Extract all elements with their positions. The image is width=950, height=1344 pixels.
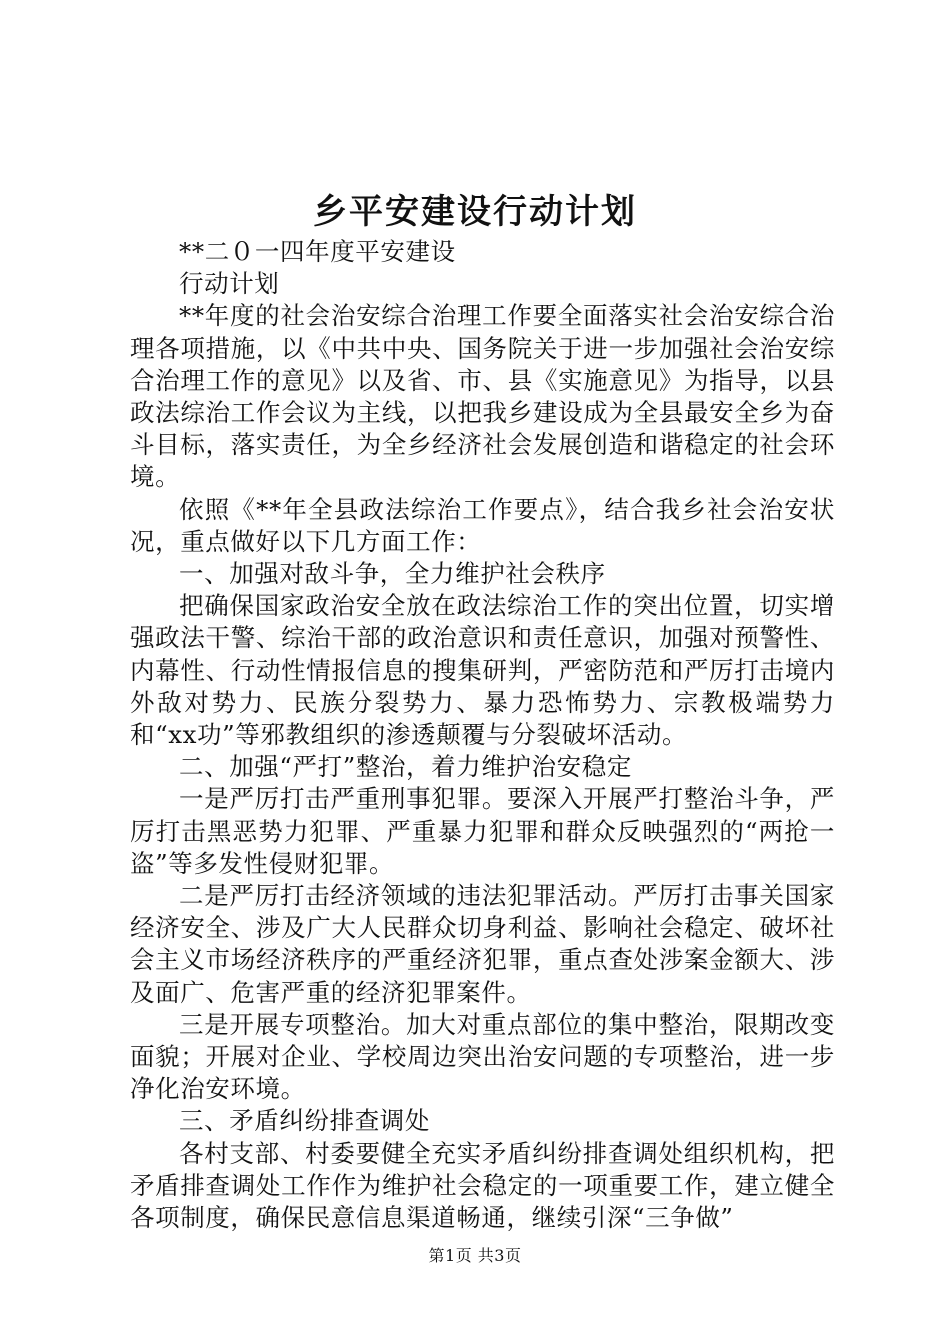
paragraph: 各村支部、村委要健全充实矛盾纠纷排查调处组织机构，把矛盾排查调处工作作为维护社会稳定的一项重要工作，建立健全各项制度，确保民意信息渠道畅通，继续引深“三争做” xyxy=(130,1138,835,1233)
paragraph: 把确保国家政治安全放在政法综治工作的突出位置，切实增强政法干警、综治干部的政治意识和责任意识，加强对预警性、内幕性、行动性情报信息的搜集研判，严密防范和严厉打击境内外敌对势力、民族分裂势力、暴力恐怖势力、宗教极端势力和“xx功”等邪教组织的渗透颠覆与分裂破坏活动。 xyxy=(130,591,835,750)
document-title: 乡平安建设行动计划 xyxy=(313,192,637,232)
paragraph: **年度的社会治安综合治理工作要全面落实社会治安综合治理各项措施，以《中共中央、国务院关于进一步加强社会治安综合治理工作的意见》以及省、市、县《实施意见》为指导，以县政法综治工作会议为主线，以把我乡建设成为全县最安全乡为奋斗目标，落实责任，为全乡经济社会发展创造和谐稳定的社会环境。 xyxy=(130,301,835,492)
paragraph: 三是开展专项整治。加大对重点部位的集中整治，限期改变面貌；开展对企业、学校周边突出治安问题的专项整治，进一步净化治安环境。 xyxy=(130,1009,835,1104)
page-number: 第1页 共3页 xyxy=(428,1246,522,1265)
paragraph: 二是严厉打击经济领域的违法犯罪活动。严厉打击事关国家经济安全、涉及广大人民群众切身利益、影响社会稳定、破坏社会主义市场经济秩序的严重经济犯罪，重点查处涉案金额大、涉及面广、危害严重的经济犯罪案件。 xyxy=(130,881,835,1007)
section-heading: 二、加强“严打”整治，着力维护治安稳定 xyxy=(179,752,632,782)
document-body xyxy=(130,236,835,1234)
section-heading: 一、加强对敌斗争，全力维护社会秩序 xyxy=(179,559,606,589)
paragraph: 依照《**年全县政法综治工作要点》，结合我乡社会治安状况，重点做好以下几方面工作： xyxy=(130,494,835,556)
paragraph: 行动计划 xyxy=(179,269,280,299)
section-heading: 三、矛盾纠纷排查调处 xyxy=(179,1106,430,1136)
paragraph: **二０一四年度平安建设 xyxy=(179,237,456,266)
paragraph: 一是严厉打击严重刑事犯罪。要深入开展严打整治斗争，严厉打击黑恶势力犯罪、严重暴力犯罪和群众反映强烈的“两抢一盗”等多发性侵财犯罪。 xyxy=(130,784,835,878)
